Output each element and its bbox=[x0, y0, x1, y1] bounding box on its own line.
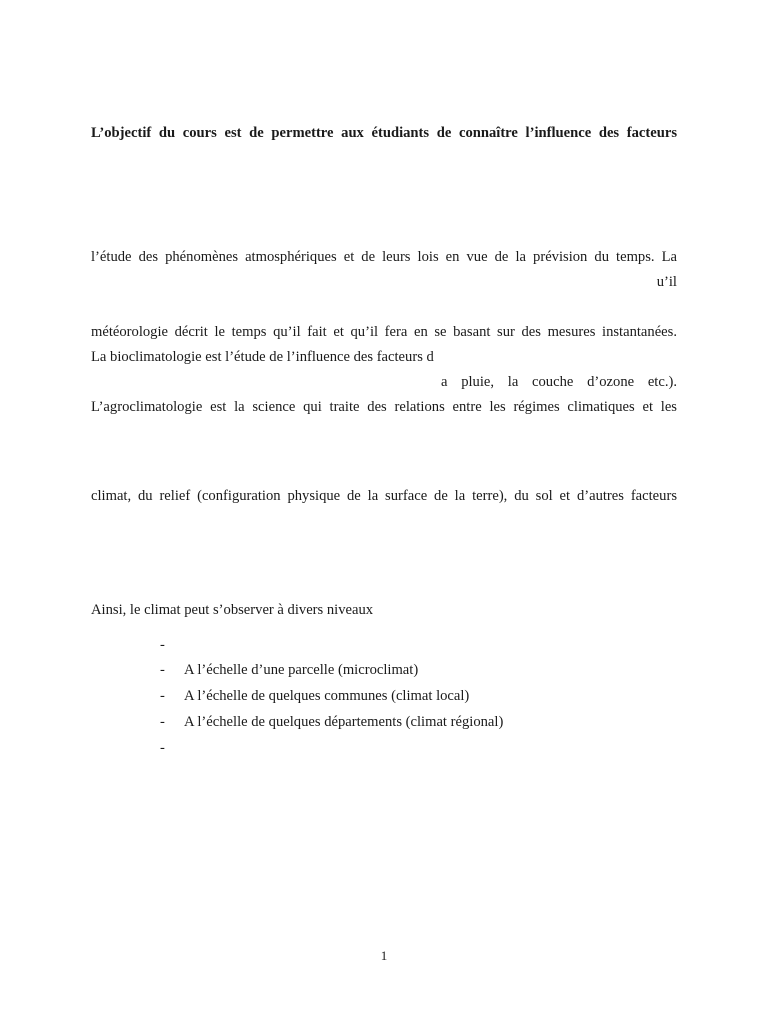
objective-heading: L’objectif du cours est de permettre aux étudiants de connaître l’influence des facteurs bbox=[91, 125, 677, 141]
list-dash: - bbox=[160, 662, 165, 678]
meteorology-line-1: l’étude des phénomènes atmosphériques et de leurs lois en vue de la prévision du temps. La bbox=[91, 249, 677, 265]
list-dash: - bbox=[160, 714, 165, 730]
list-item-text: A l’échelle de quelques départements (climat régional) bbox=[184, 714, 504, 730]
bioclimatology-line-1: La bioclimatologie est l’étude de l’influence des facteurs d bbox=[91, 349, 434, 365]
bioclimatology-line-2: a pluie, la couche d’ozone etc.). bbox=[441, 374, 677, 390]
meteorology-line-2: u’il bbox=[656, 274, 677, 290]
agroclimatology-line-1: L’agroclimatologie est la science qui traite des relations entre les régimes climatiques et les bbox=[91, 399, 677, 415]
list-dash: - bbox=[160, 637, 165, 653]
meteorology-line-3: météorologie décrit le temps qu’il fait et qu’il fera en se basant sur des mesures instantanées. bbox=[91, 324, 677, 340]
list-item-text: A l’échelle d’une parcelle (microclimat) bbox=[184, 662, 419, 678]
list-item-text: A l’échelle de quelques communes (climat local) bbox=[184, 688, 470, 704]
list-dash: - bbox=[160, 688, 165, 704]
climate-factors-line: climat, du relief (configuration physique de la surface de la terre), du sol et d’autres facteurs bbox=[91, 488, 677, 504]
climate-levels-intro: Ainsi, le climat peut s’observer à divers niveaux bbox=[91, 602, 374, 618]
list-dash: - bbox=[160, 740, 165, 756]
page-number: 1 bbox=[380, 948, 388, 963]
